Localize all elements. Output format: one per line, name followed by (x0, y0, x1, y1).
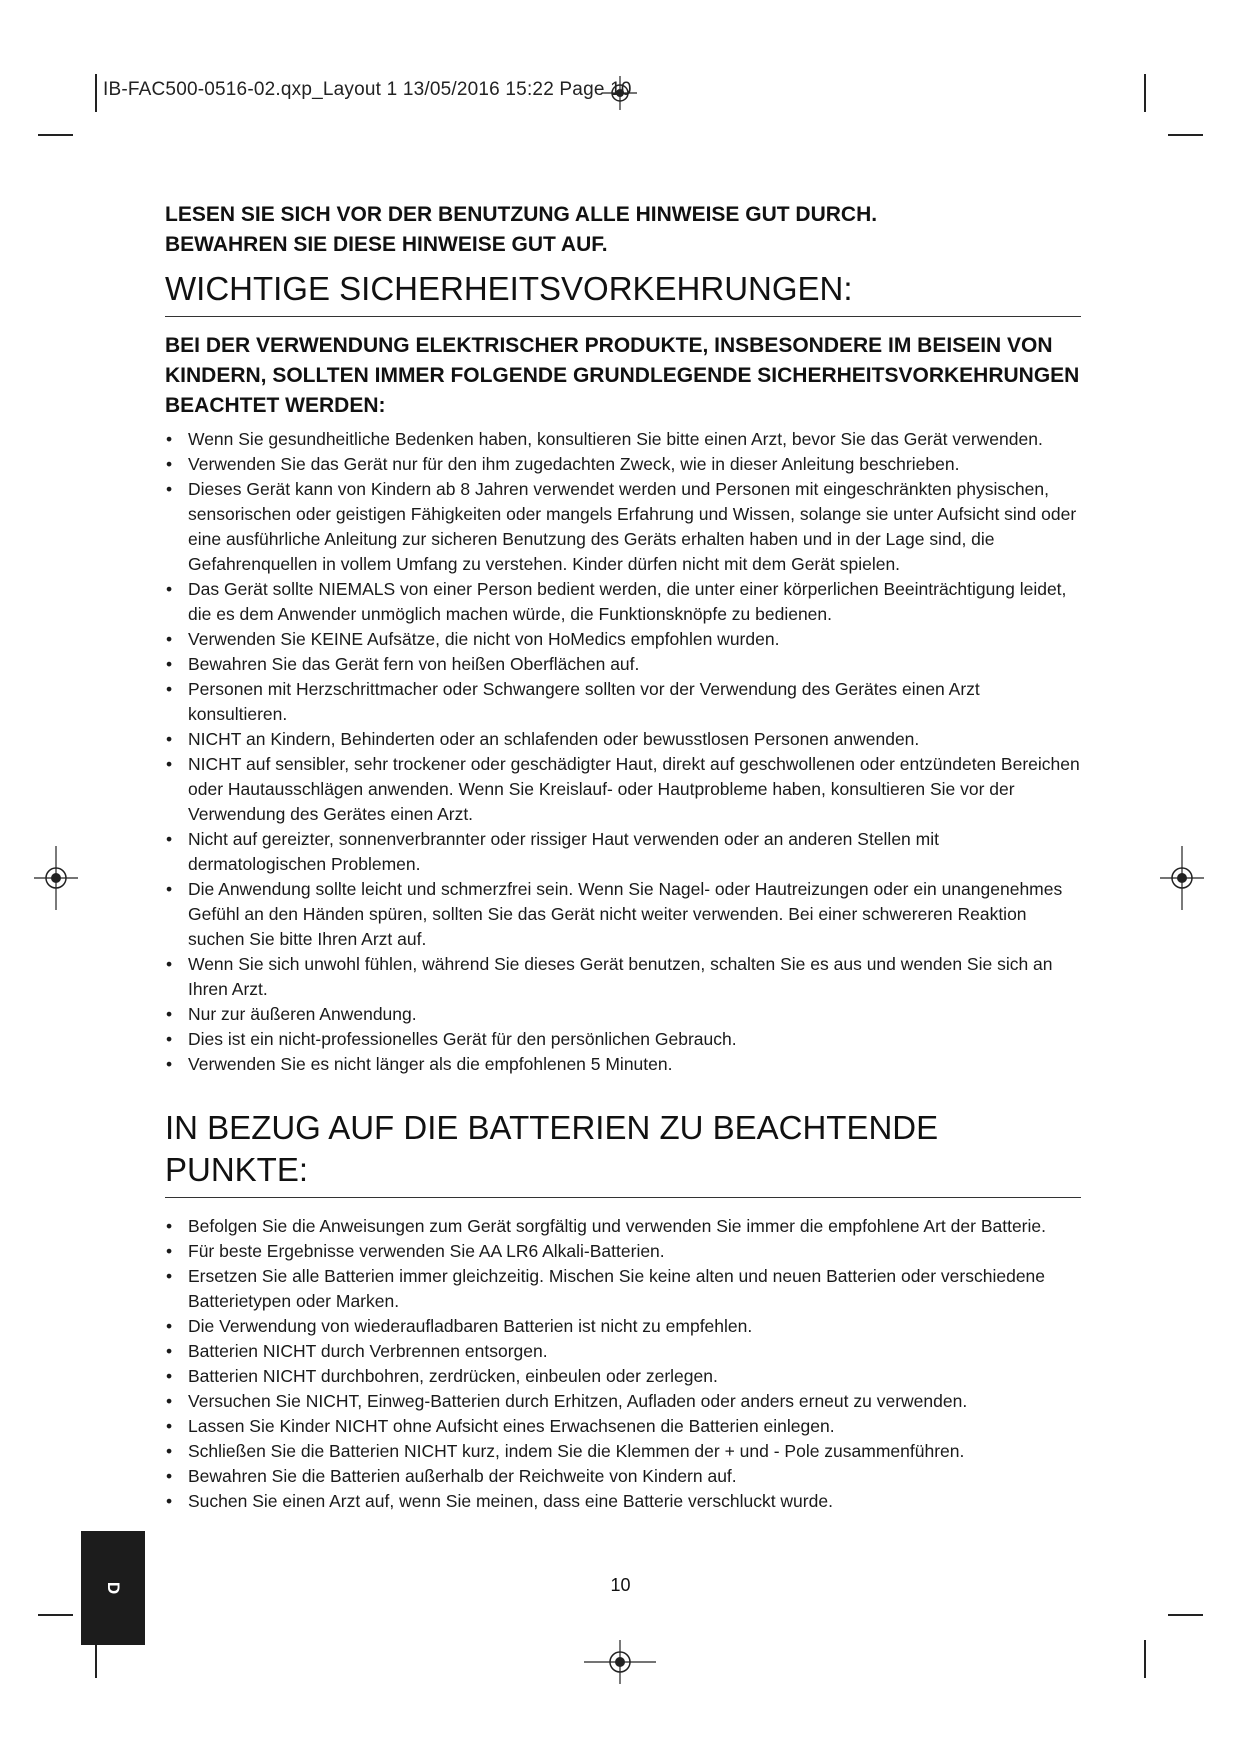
list-item: • Nur zur äußeren Anwendung. (165, 1002, 1081, 1027)
list-item: • Bewahren Sie die Batterien außerhalb der Reichweite von Kindern auf. (165, 1464, 1081, 1489)
list-item: • Dies ist ein nicht-professionelles Gerät für den persönlichen Gebrauch. (165, 1027, 1081, 1052)
crop-mark-bottom-right-vertical (1144, 1640, 1146, 1678)
list-item: • Die Verwendung von wiederaufladbaren Batterien ist nicht zu empfehlen. (165, 1314, 1081, 1339)
crop-mark-top-left-horizontal (38, 134, 73, 136)
list-item: • Batterien NICHT durchbohren, zerdrücken, einbeulen oder zerlegen. (165, 1364, 1081, 1389)
list-item: • Lassen Sie Kinder NICHT ohne Aufsicht eines Erwachsenen die Batterien einlegen. (165, 1414, 1081, 1439)
battery-list (165, 1214, 1081, 1514)
list-item: • NICHT an Kindern, Behinderten oder an schlafenden oder bewusstlosen Personen anwenden. (165, 727, 1081, 752)
list-item: • Versuchen Sie NICHT, Einweg-Batterien durch Erhitzen, Aufladen oder anders erneut zu verwenden. (165, 1389, 1081, 1414)
list-item: • Dieses Gerät kann von Kindern ab 8 Jahren verwendet werden und Personen mit eingeschränkten physischen, sensorischen oder geistigen Fähigkeiten oder mangels Erfahrung und Wissen, solange sie unter Aufsicht sind oder eine ausführliche Anleitung zur sicheren Benutzung des Geräts erhalten haben und in der Lage sind, die Gefahrenquellen in vollem Umfang zu verstehen. Kinder dürfen nicht mit dem Gerät spielen. (165, 477, 1081, 577)
section-1-title: WICHTIGE SICHERHEITSVORKEHRUNGEN: (165, 268, 1081, 317)
list-item: • Batterien NICHT durch Verbrennen entsorgen. (165, 1339, 1081, 1364)
section-2-title: IN BEZUG AUF DIE BATTERIEN ZU BEACHTENDE PUNKTE: (165, 1107, 1081, 1198)
print-slug: IB-FAC500-0516-02.qxp_Layout 1 13/05/2016 15:22 Page 10 (103, 79, 632, 100)
registration-mark-right-icon (1160, 846, 1204, 910)
list-item: • Für beste Ergebnisse verwenden Sie AA LR6 Alkali-Batterien. (165, 1239, 1081, 1264)
list-item: • Das Gerät sollte NIEMALS von einer Person bedient werden, die unter einer körperlichen Beeinträchtigung leidet, die es dem Anwender unmöglich machen würde, die Funktionsknöpfe zu bedienen. (165, 577, 1081, 627)
list-item: • Verwenden Sie es nicht länger als die empfohlenen 5 Minuten. (165, 1052, 1081, 1077)
crop-mark-bottom-right-horizontal (1168, 1614, 1203, 1616)
list-item: • Wenn Sie gesundheitliche Bedenken haben, konsultieren Sie bitte einen Arzt, bevor Sie das Gerät verwenden. (165, 427, 1081, 452)
registration-mark-bottom-icon (584, 1640, 656, 1684)
list-item: • Nicht auf gereizter, sonnenverbrannter oder rissiger Haut verwenden oder an anderen Stellen mit dermatologischen Problemen. (165, 827, 1081, 877)
list-item: • Ersetzen Sie alle Batterien immer gleichzeitig. Mischen Sie keine alten und neuen Batterien oder verschiedene Batterietypen oder Marken. (165, 1264, 1081, 1314)
registration-mark-left-icon (34, 846, 78, 910)
list-item: • Schließen Sie die Batterien NICHT kurz, indem Sie die Klemmen der + und - Pole zusammenführen. (165, 1439, 1081, 1464)
list-item: • Bewahren Sie das Gerät fern von heißen Oberflächen auf. (165, 652, 1081, 677)
list-item: • Befolgen Sie die Anweisungen zum Gerät sorgfältig und verwenden Sie immer die empfohlene Art der Batterie. (165, 1214, 1081, 1239)
crop-mark-bottom-left-horizontal (38, 1614, 73, 1616)
document-body (165, 200, 1081, 1514)
page-number: 10 (610, 1575, 631, 1595)
list-item: • NICHT auf sensibler, sehr trockener oder geschädigter Haut, direkt auf geschwollenen oder entzündeten Bereichen oder Hautausschlägen anwenden. Wenn Sie Kreislauf- oder Hautprobleme haben, konsultieren Sie vor der Verwendung des Gerätes einen Arzt. (165, 752, 1081, 827)
section-1-subtitle: BEI DER VERWENDUNG ELEKTRISCHER PRODUKTE, INSBESONDERE IM BEISEIN VON KINDERN, SOLLTEN IMMER FOLGENDE GRUNDLEGENDE SICHERHEITSVORKEHRUNGEN BEACHTET WERDEN: (165, 334, 1080, 417)
intro-line-1: LESEN SIE SICH VOR DER BENUTZUNG ALLE HINWEISE GUT DURCH. (165, 203, 878, 226)
list-item: • Wenn Sie sich unwohl fühlen, während Sie dieses Gerät benutzen, schalten Sie es aus und wenden Sie sich an Ihren Arzt. (165, 952, 1081, 1002)
list-item: • Suchen Sie einen Arzt auf, wenn Sie meinen, dass eine Batterie verschluckt wurde. (165, 1489, 1081, 1514)
list-item: • Die Anwendung sollte leicht und schmerzfrei sein. Wenn Sie Nagel- oder Hautreizungen oder ein unangenehmes Gefühl an den Händen spüren, sollten Sie das Gerät nicht weiter verwenden. Bei einer schwereren Reaktion suchen Sie bitte Ihren Arzt auf. (165, 877, 1081, 952)
crop-mark-top-right-vertical (1144, 74, 1146, 112)
language-tab-label: D (104, 1581, 123, 1595)
list-item: • Verwenden Sie KEINE Aufsätze, die nicht von HoMedics empfohlen wurden. (165, 627, 1081, 652)
safety-list (165, 427, 1081, 1077)
list-item: • Verwenden Sie das Gerät nur für den ihm zugedachten Zweck, wie in dieser Anleitung beschrieben. (165, 452, 1081, 477)
crop-mark-top-left-vertical (95, 74, 97, 112)
intro-line-2: BEWAHREN SIE DIESE HINWEISE GUT AUF. (165, 233, 608, 256)
crop-mark-top-right-horizontal (1168, 134, 1203, 136)
list-item: • Personen mit Herzschrittmacher oder Schwangere sollten vor der Verwendung des Gerätes einen Arzt konsultieren. (165, 677, 1081, 727)
crop-mark-bottom-left-vertical (95, 1640, 97, 1678)
